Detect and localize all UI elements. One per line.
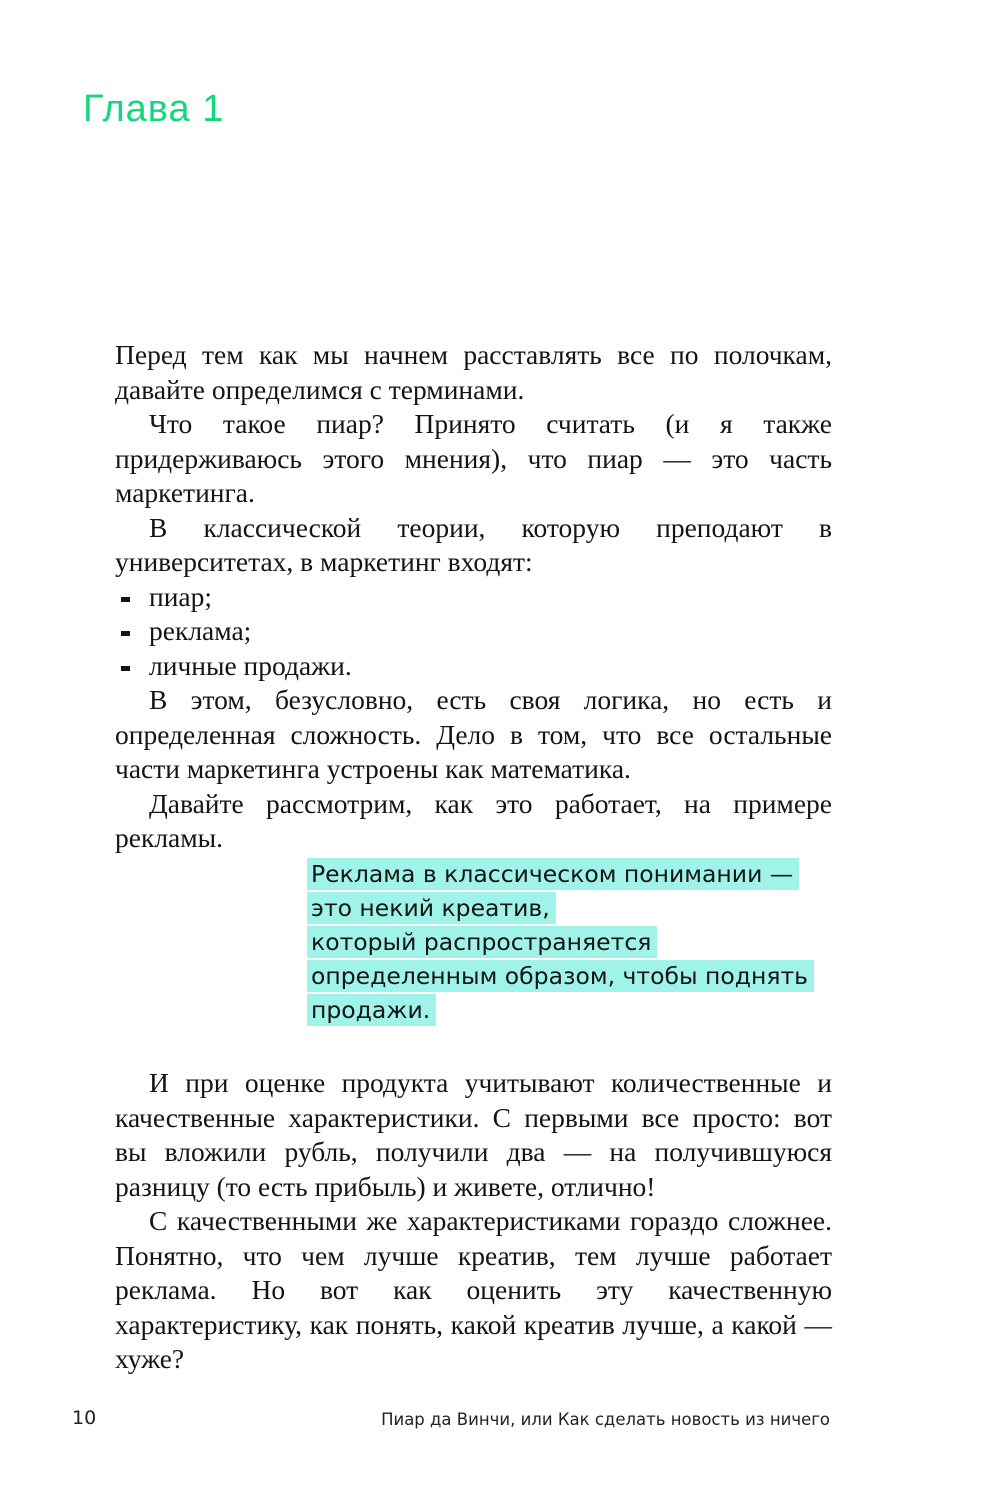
body-section-2	[115, 1066, 832, 1377]
chapter-heading: Глава 1	[83, 88, 225, 130]
paragraph: В этом, безусловно, есть своя логика, но есть и определенная сложность. Дело в том, что все остальные части маркетинга устроены как математика.	[115, 684, 832, 784]
highlight-quote	[307, 857, 814, 1027]
list-item: личные продажи.	[115, 649, 832, 684]
body-section-1	[115, 338, 832, 856]
paragraph: Давайте рассмотрим, как это работает, на примере рекламы.	[115, 787, 832, 853]
quote-line: это некий креатив,	[307, 892, 556, 924]
page-number: 10	[72, 1407, 97, 1429]
paragraph: С качественными же характеристиками гораздо сложнее. Понятно, что чем лучше креатив, тем лучше работает реклама. Но вот как оценить эту качественную характеристику, как понять, какой креатив лучше, а какой — хуже?	[115, 1205, 832, 1374]
quote-line: Реклама в классическом понимании —	[307, 858, 799, 890]
list-item: пиар;	[115, 580, 832, 615]
running-footer-title: Пиар да Винчи, или Как сделать новость из ничего	[381, 1410, 830, 1429]
quote-line: определенным образом, чтобы поднять	[307, 960, 814, 992]
paragraph: Что такое пиар? Принято считать (и я также придерживаюсь этого мнения), что пиар — это часть маркетинга.	[115, 408, 832, 508]
paragraph: И при оценке продукта учитывают количественные и качественные характеристики. С первыми все просто: вот вы вложили рубль, получили два — на получившуюся разницу (то есть прибыль) и живете, отлично!	[115, 1067, 832, 1202]
quote-line: который распространяется	[307, 926, 657, 958]
quote-line: продажи.	[307, 994, 436, 1026]
list-item: реклама;	[115, 614, 832, 649]
paragraph: В классической теории, которую преподают в университетах, в маркетинг входят:	[115, 511, 832, 577]
paragraph: Перед тем как мы начнем расставлять все по полочкам, давайте определимся с терминами.	[115, 339, 832, 405]
